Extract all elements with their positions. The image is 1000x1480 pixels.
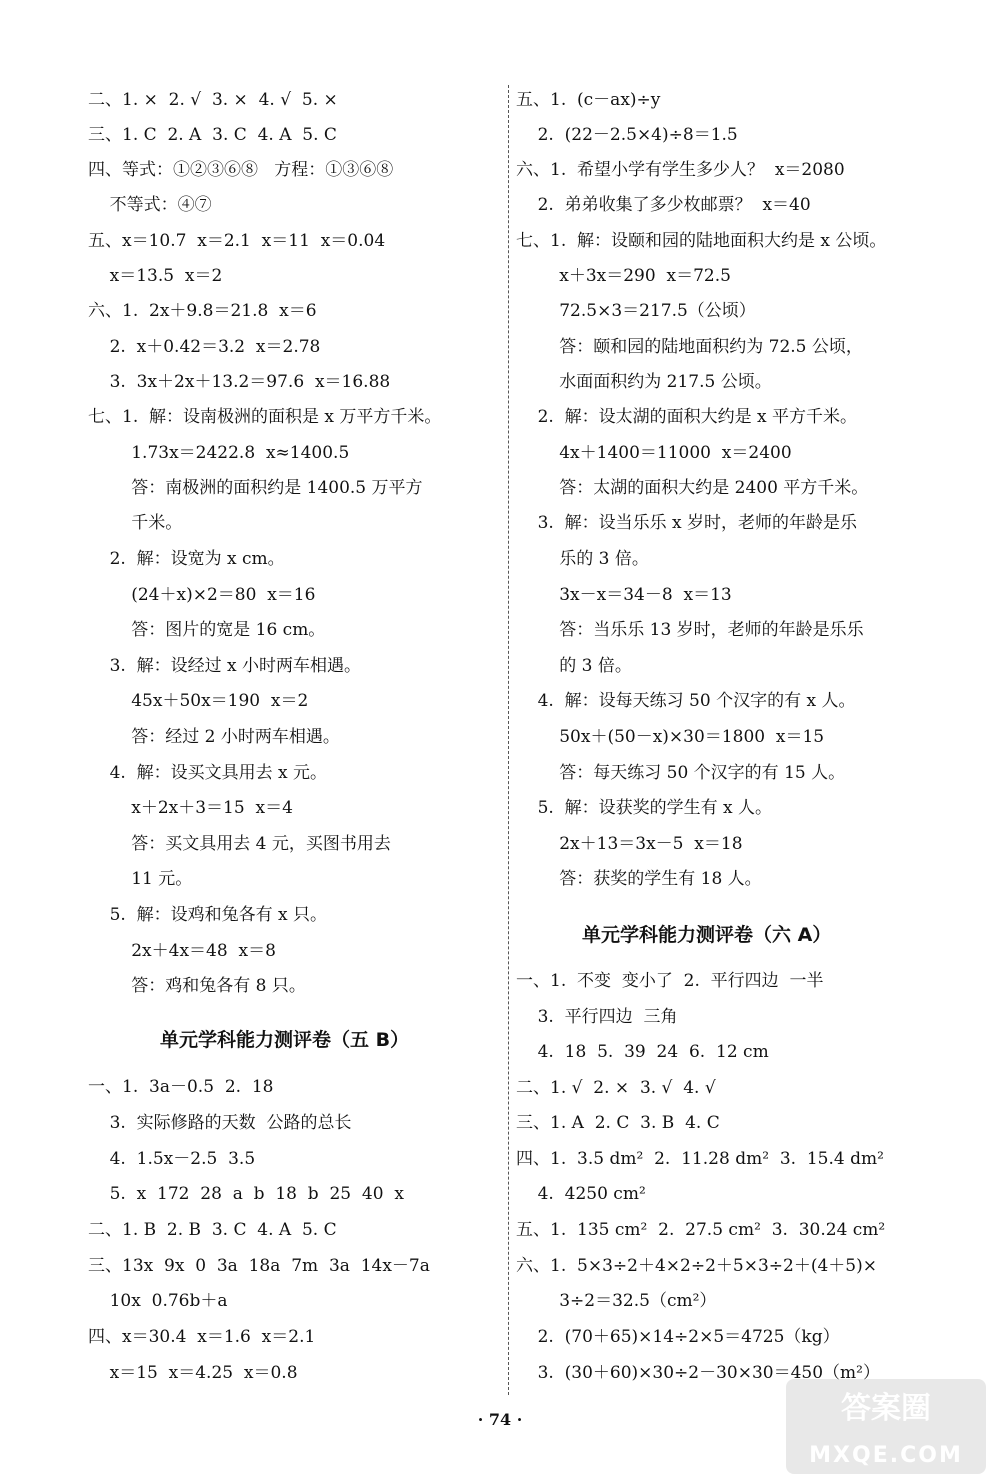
answer-line: 3. 平行四边 三角	[516, 1007, 678, 1027]
answer-line: 千米。	[88, 513, 183, 533]
answer-line: 1.73x＝2422.8 x≈1400.5	[88, 443, 350, 463]
answer-line: 的 3 倍。	[516, 656, 632, 676]
section-title: 单元学科能力测评卷（六 A）	[582, 924, 832, 946]
answer-line: 五、1. (c－ax)÷y	[516, 90, 661, 110]
answer-line: 七、1. 解：设颐和园的陆地面积大约是 x 公顷。	[516, 231, 887, 251]
answer-line: 5. 解：设鸡和兔各有 x 只。	[88, 905, 328, 925]
answer-line: 2. (22－2.5×4)÷8＝1.5	[516, 125, 738, 145]
column-divider	[508, 85, 509, 1395]
answer-line: 4. 解：设每天练习 50 个汉字的有 x 人。	[516, 691, 856, 711]
answer-line: 2x＋4x＝48 x＝8	[88, 941, 276, 961]
answer-line: 72.5×3＝217.5（公顷）	[516, 301, 756, 321]
answer-line: 三、1. A 2. C 3. B 4. C	[516, 1113, 720, 1133]
watermark-url: MXQE.COM	[809, 1443, 963, 1468]
answer-line: 答：图片的宽是 16 cm。	[88, 620, 326, 640]
answer-line: x＝13.5 x＝2	[88, 266, 223, 286]
answer-line: 答：当乐乐 13 岁时，老师的年龄是乐乐	[516, 620, 864, 640]
answer-line: 2. (70＋65)×14÷2×5＝4725（kg）	[516, 1327, 840, 1347]
answer-line: 答：买文具用去 4 元，买图书用去	[88, 834, 391, 854]
answer-line: 答：鸡和兔各有 8 只。	[88, 976, 306, 996]
answer-line: 六、1. 5×3÷2＋4×2÷2＋5×3÷2＋(4＋5)×	[516, 1256, 877, 1276]
answer-line: 二、1. × 2. √ 3. × 4. √ 5. ×	[88, 90, 338, 110]
answer-line: 三、1. C 2. A 3. C 4. A 5. C	[88, 125, 337, 145]
answer-line: 3÷2＝32.5（cm²）	[516, 1291, 717, 1311]
answer-line: 水面面积约为 217.5 公顷。	[516, 372, 772, 392]
answer-line: 六、1. 希望小学有学生多少人？ x＝2080	[516, 160, 845, 180]
answer-line: 2. 解：设太湖的面积大约是 x 平方千米。	[516, 407, 858, 427]
answer-line: 答：南极洲的面积约是 1400.5 万平方	[88, 478, 423, 498]
watermark-logo	[786, 1379, 986, 1474]
answer-line: x＋3x＝290 x＝72.5	[516, 266, 731, 286]
answer-line: x＋2x＋3＝15 x＝4	[88, 798, 293, 818]
answer-line: 45x＋50x＝190 x＝2	[88, 691, 309, 711]
answer-line: 不等式：④⑦	[88, 195, 212, 215]
answer-line: 四、1. 3.5 dm² 2. 11.28 dm² 3. 15.4 dm²	[516, 1149, 884, 1169]
answer-line: 3. 3x＋2x＋13.2＝97.6 x＝16.88	[88, 372, 391, 392]
answer-line: (24＋x)×2＝80 x＝16	[88, 585, 316, 605]
answer-line: 答：太湖的面积大约是 2400 平方千米。	[516, 478, 869, 498]
answer-line: 50x＋(50－x)×30＝1800 x＝15	[516, 727, 825, 747]
answer-line: 2. 解：设宽为 x cm。	[88, 549, 285, 569]
answer-line: 3. 实际修路的天数 公路的总长	[88, 1113, 352, 1133]
answer-line: 五、1. 135 cm² 2. 27.5 cm² 3. 30.24 cm²	[516, 1220, 886, 1240]
answer-line: 七、1. 解：设南极洲的面积是 x 万平方千米。	[88, 407, 442, 427]
answer-line: 2x＋13＝3x－5 x＝18	[516, 834, 743, 854]
watermark-text: 答案圈	[841, 1391, 931, 1426]
answer-line: 答：每天练习 50 个汉字的有 15 人。	[516, 763, 846, 783]
section-title: 单元学科能力测评卷（五 B）	[160, 1029, 410, 1051]
answer-line: 3. 解：设经过 x 小时两车相遇。	[88, 656, 362, 676]
answer-line: 2. x＋0.42＝3.2 x＝2.78	[88, 337, 321, 357]
answer-line: 答：颐和园的陆地面积约为 72.5 公顷，	[516, 337, 863, 357]
answer-line: 11 元。	[88, 869, 193, 889]
answer-line: 5. x 172 28 a b 18 b 25 40 x	[88, 1184, 404, 1204]
answer-line: 四、x＝30.4 x＝1.6 x＝2.1	[88, 1327, 316, 1347]
answer-line: 4x＋1400＝11000 x＝2400	[516, 443, 792, 463]
answer-line: 六、1. 2x＋9.8＝21.8 x＝6	[88, 301, 317, 321]
answer-line: 2. 弟弟收集了多少枚邮票？ x＝40	[516, 195, 811, 215]
answer-line: 乐的 3 倍。	[516, 549, 649, 569]
page-number: · 74 ·	[477, 1410, 523, 1429]
answer-line: 三、13x 9x 0 3a 18a 7m 3a 14x－7a	[88, 1256, 430, 1276]
answer-line: 4. 4250 cm²	[516, 1184, 646, 1204]
answer-line: 3. 解：设当乐乐 x 岁时，老师的年龄是乐	[516, 513, 858, 533]
answer-line: x＝15 x＝4.25 x＝0.8	[88, 1363, 298, 1383]
answer-line: 四、等式：①②③⑥⑧ 方程：①③⑥⑧	[88, 160, 394, 180]
answer-line: 一、1. 3a－0.5 2. 18	[88, 1077, 274, 1097]
answer-line: 五、x＝10.7 x＝2.1 x＝11 x＝0.04	[88, 231, 386, 251]
answer-line: 4. 18 5. 39 24 6. 12 cm	[516, 1042, 769, 1062]
answer-line: 4. 解：设买文具用去 x 元。	[88, 763, 328, 783]
answer-line: 答：获奖的学生有 18 人。	[516, 869, 762, 889]
answer-line: 3x－x＝34－8 x＝13	[516, 585, 732, 605]
answer-line: 一、1. 不变 变小了 2. 平行四边 一半	[516, 971, 824, 991]
answer-line: 5. 解：设获奖的学生有 x 人。	[516, 798, 773, 818]
answer-line: 二、1. B 2. B 3. C 4. A 5. C	[88, 1220, 337, 1240]
answer-line: 答：经过 2 小时两车相遇。	[88, 727, 340, 747]
answer-line: 3. (30＋60)×30÷2－30×30＝450（m²）	[516, 1363, 880, 1383]
answer-line: 二、1. √ 2. × 3. √ 4. √	[516, 1078, 716, 1098]
answer-line: 10x 0.76b＋a	[88, 1291, 228, 1311]
answer-line: 4. 1.5x－2.5 3.5	[88, 1149, 256, 1169]
